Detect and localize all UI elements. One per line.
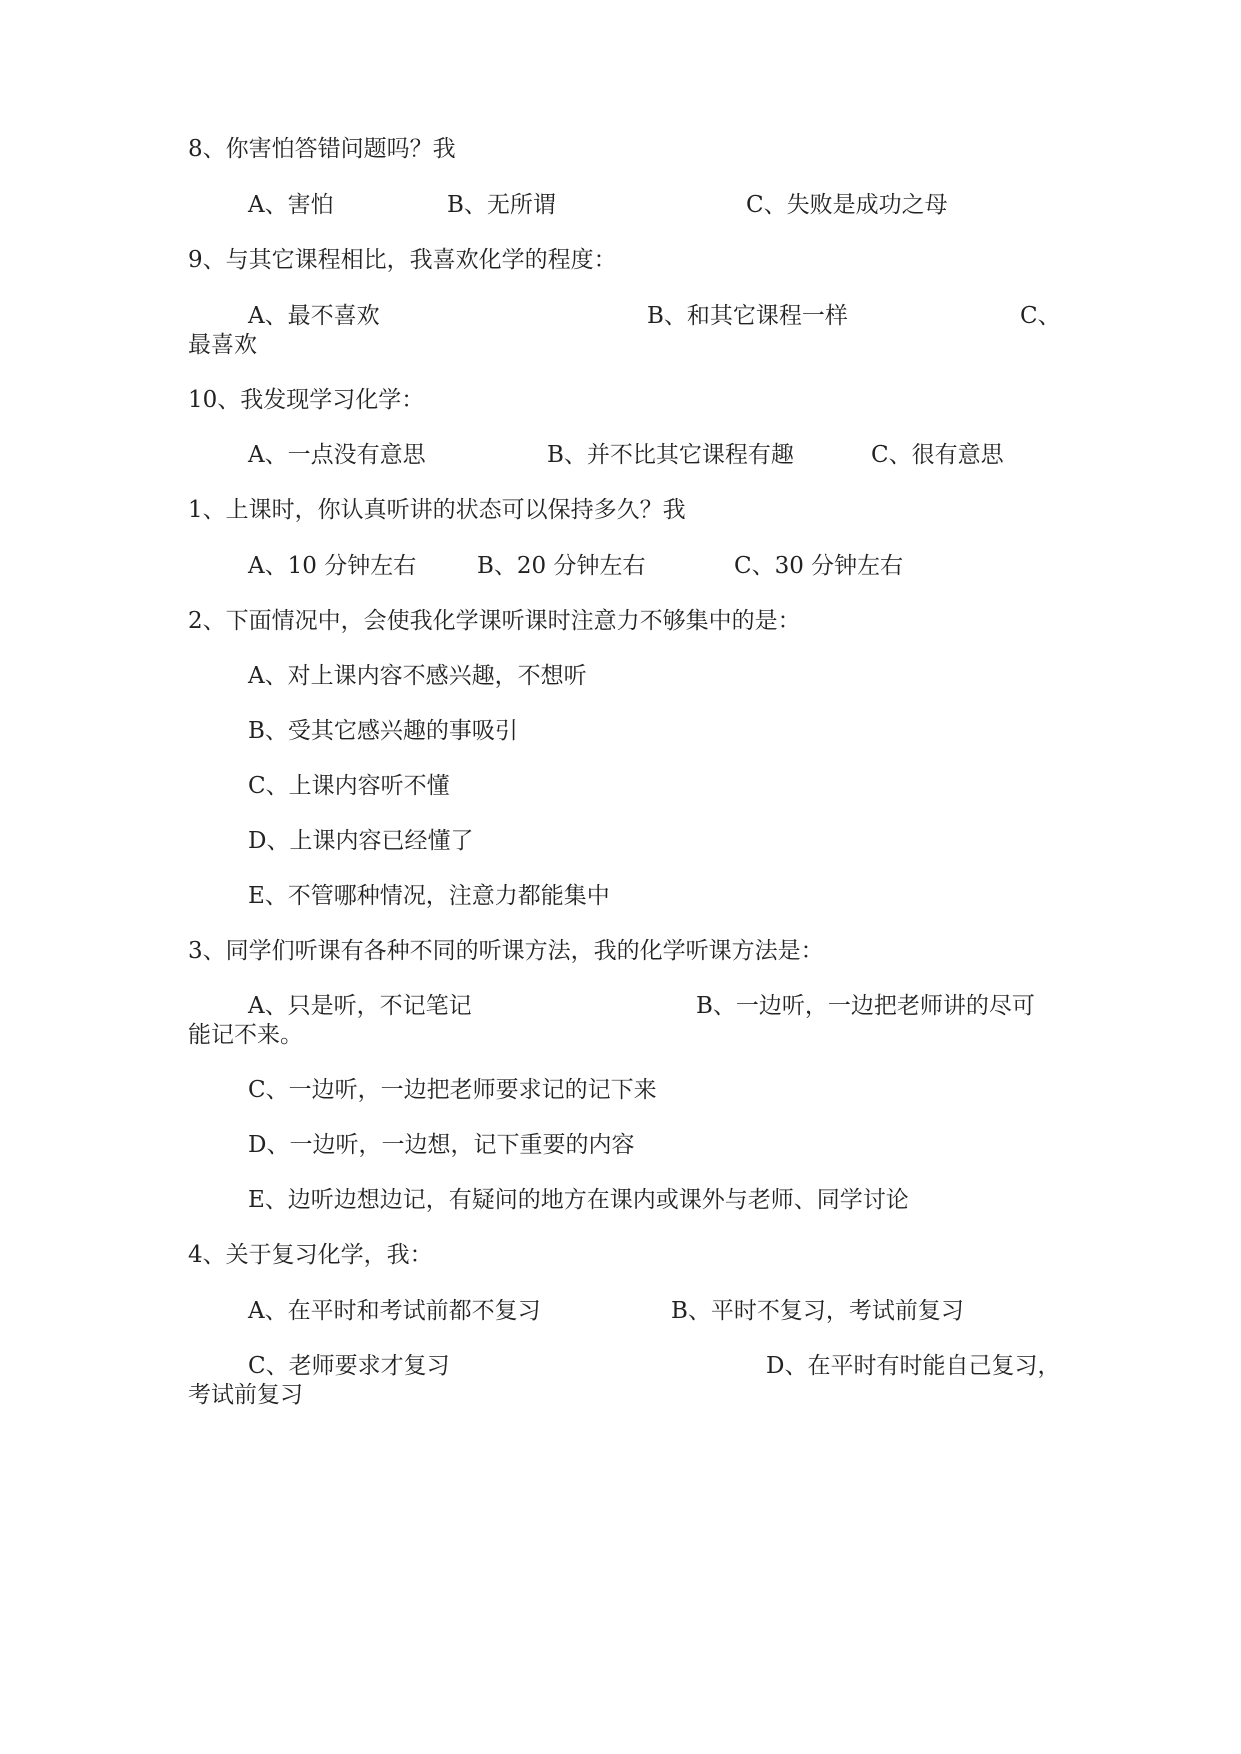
q3-option-b-continued: 能记不来。	[188, 1022, 303, 1048]
q10-option-a: A、一点没有意思	[248, 442, 426, 468]
question-10: 10、我发现学习化学：	[188, 387, 425, 413]
q3-option-a: A、只是听，不记笔记	[248, 993, 472, 1019]
q2-option-c: C、上课内容听不懂	[248, 773, 450, 799]
q9-option-a: A、最不喜欢	[248, 303, 380, 329]
q4-option-b: B、平时不复习，考试前复习	[671, 1298, 964, 1324]
question-3: 3、同学们听课有各种不同的听课方法，我的化学听课方法是：	[188, 938, 824, 964]
q4-option-a: A、在平时和考试前都不复习	[248, 1298, 541, 1324]
q8-option-b: B、无所谓	[447, 192, 556, 218]
q3-option-b: B、一边听，一边把老师讲的尽可	[696, 993, 1035, 1019]
q4-option-c: C、老师要求才复习	[248, 1353, 450, 1379]
q9-option-c-continued: 最喜欢	[188, 332, 257, 358]
q8-option-a: A、害怕	[248, 192, 334, 218]
q8-option-c: C、失败是成功之母	[746, 192, 948, 218]
q2-option-d: D、上课内容已经懂了	[248, 828, 474, 854]
q1-option-b: B、20 分钟左右	[477, 553, 646, 579]
q9-option-b: B、和其它课程一样	[647, 303, 848, 329]
q2-option-e: E、不管哪种情况，注意力都能集中	[248, 883, 610, 909]
q1-option-c: C、30 分钟左右	[734, 553, 904, 579]
q3-option-c: C、一边听，一边把老师要求记的记下来	[248, 1077, 657, 1103]
q3-option-d: D、一边听，一边想，记下重要的内容	[248, 1132, 635, 1158]
q3-option-e: E、边听边想边记，有疑问的地方在课内或课外与老师、同学讨论	[248, 1187, 909, 1213]
question-1: 1、上课时，你认真听讲的状态可以保持多久？我	[188, 497, 686, 523]
question-8: 8、你害怕答错问题吗？我	[188, 136, 456, 162]
question-4: 4、关于复习化学，我：	[188, 1242, 433, 1268]
question-9: 9、与其它课程相比，我喜欢化学的程度：	[188, 247, 617, 273]
q10-option-c: C、很有意思	[871, 442, 1004, 468]
q2-option-a: A、对上课内容不感兴趣，不想听	[248, 663, 587, 689]
q1-option-a: A、10 分钟左右	[248, 553, 417, 579]
q9-option-c: C、	[1020, 303, 1061, 329]
q4-option-d: D、在平时有时能自己复习，	[766, 1353, 1061, 1379]
question-2: 2、下面情况中，会使我化学课听课时注意力不够集中的是：	[188, 608, 801, 634]
q10-option-b: B、并不比其它课程有趣	[547, 442, 794, 468]
q4-option-d-continued: 考试前复习	[188, 1382, 303, 1408]
q2-option-b: B、受其它感兴趣的事吸引	[248, 718, 518, 744]
